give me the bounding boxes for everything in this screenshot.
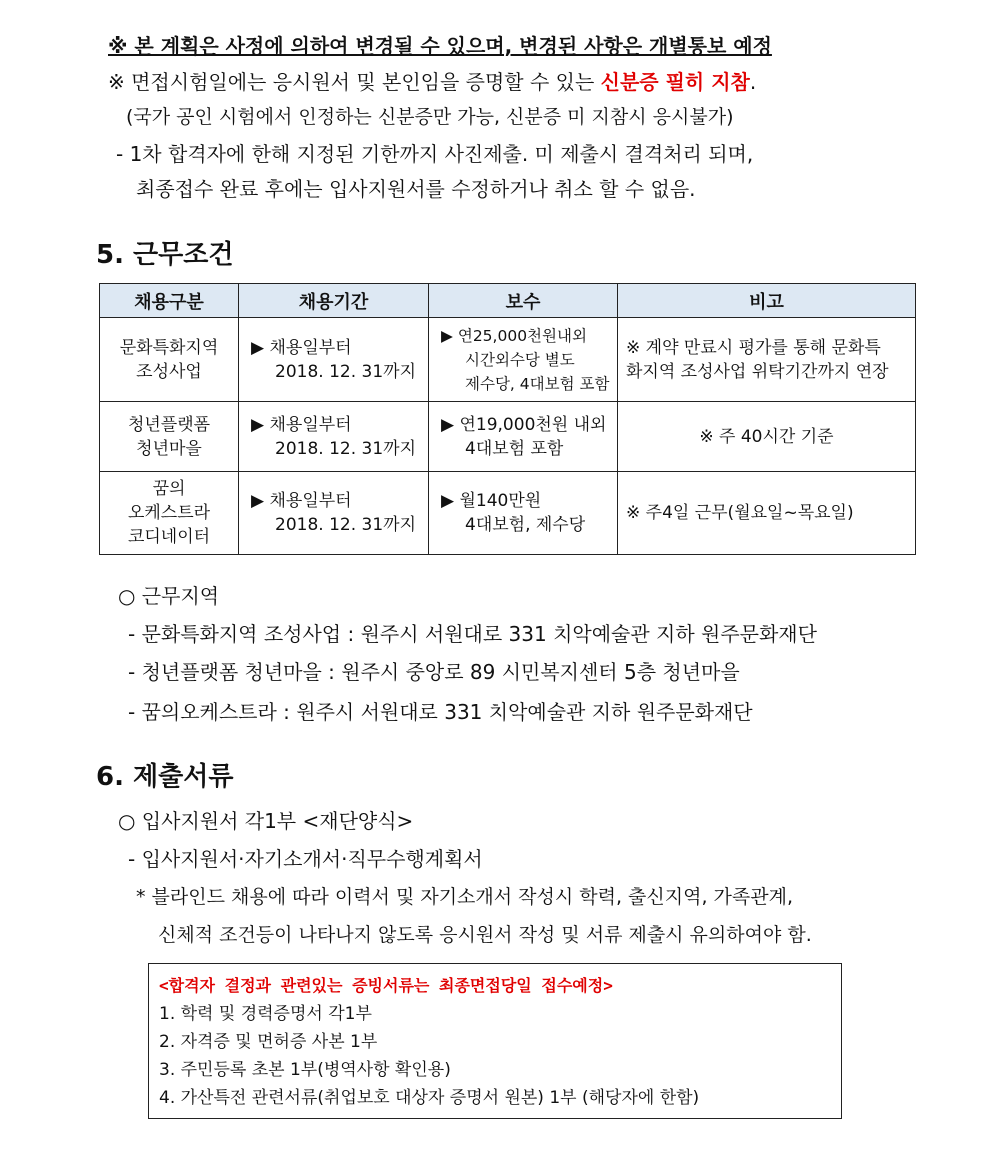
cell-line: ▶ 채용일부터 [251, 491, 352, 511]
evidence-documents-box [148, 963, 842, 1119]
cell-line: 화지역 조성사업 위탁기간까지 연장 [626, 361, 889, 382]
cell-line: ▶ 연25,000천원내외 [441, 326, 587, 345]
cell-line: ▶ 연19,000천원 내외 [441, 414, 607, 435]
cell-line: 2018. 12. 31까지 [275, 438, 416, 459]
cell-line: 청년플랫폼 [127, 414, 211, 435]
blind-hiring-caution-cont: 신체적 조건등이 나타나지 않도록 응시원서 작성 및 서류 제출시 유의하여야 함. [158, 924, 812, 946]
cell-note [618, 318, 916, 402]
cell-type [100, 318, 239, 402]
notice-change: ※ 본 계획은 사정에 의하여 변경될 수 있으며, 변경된 사항은 개별통보 예정 [108, 34, 772, 58]
notice-id-card [108, 66, 756, 95]
work-location-item: - 문화특화지역 조성사업 : 원주시 서원대로 331 치악예술관 지하 원주문화재단 [128, 622, 817, 646]
cell-line: 4대보험 포함 [465, 438, 564, 459]
list-item: 1. 학력 및 경력증명서 각1부 [159, 1004, 372, 1024]
cell-type [100, 472, 239, 555]
cell-line: ※ 계약 만료시 평가를 통해 문화특 [626, 337, 881, 358]
cell-line: 2018. 12. 31까지 [275, 515, 416, 535]
notice-id-card-emphasis: 신분증 필히 지참 [600, 70, 750, 94]
work-location-item: - 꿈의오케스트라 : 원주시 서원대로 331 치악예술관 지하 원주문화재단 [128, 700, 753, 724]
cell-line: 2018. 12. 31까지 [275, 361, 416, 382]
header-pay: 보수 [429, 284, 618, 318]
header-note: 비고 [618, 284, 916, 318]
cell-line: ※ 주 40시간 기준 [699, 426, 834, 447]
cell-line: 제수당, 4대보험 포함 [465, 374, 610, 393]
cell-line: ▶ 월140만원 [441, 491, 542, 511]
cell-line: 문화특화지역 [119, 337, 219, 358]
cell-line: 오케스트라 [127, 503, 211, 523]
cell-line: ※ 주4일 근무(월요일~목요일) [626, 503, 854, 523]
cell-line: 조성사업 [136, 361, 202, 382]
notice-id-card-prefix: ※ 면접시험일에는 응시원서 및 본인임을 증명할 수 있는 [108, 70, 601, 94]
cell-period [239, 402, 429, 472]
cell-note [618, 402, 916, 472]
table-header-row [100, 284, 916, 318]
section-6-title: 6. 제출서류 [96, 762, 234, 792]
cell-line: 청년마을 [136, 438, 202, 459]
cell-line: 시간외수당 별도 [465, 350, 575, 369]
cell-type [100, 402, 239, 472]
notice-photo: - 1차 합격자에 한해 지정된 기한까지 사진제출. 미 제출시 결격처리 되며, [116, 142, 754, 166]
work-location-title: ○ 근무지역 [118, 584, 220, 608]
notice-id-card-suffix: . [749, 70, 757, 94]
work-location-item: - 청년플랫폼 청년마을 : 원주시 중앙로 89 시민복지센터 5층 청년마을 [128, 660, 740, 684]
notice-final: 최종접수 완료 후에는 입사지원서를 수정하거나 취소 할 수 없음. [136, 177, 696, 201]
cell-period [239, 318, 429, 402]
cell-pay [429, 318, 618, 402]
documents-sub: - 입사지원서·자기소개서·직무수행계획서 [128, 847, 483, 871]
cell-pay [429, 402, 618, 472]
table-row [100, 318, 916, 402]
evidence-box-heading: <합격자 결정과 관련있는 증빙서류는 최종면접당일 접수예정> [159, 976, 613, 995]
header-type: 채용구분 [100, 284, 239, 318]
list-item: 2. 자격증 및 면허증 사본 1부 [159, 1032, 378, 1052]
section-5-title: 5. 근무조건 [96, 240, 234, 270]
work-conditions-table [99, 283, 916, 555]
list-item: 3. 주민등록 초본 1부(병역사항 확인용) [159, 1060, 451, 1080]
table-row [100, 402, 916, 472]
cell-line: ▶ 채용일부터 [251, 414, 352, 435]
notice-id-card-detail: (국가 공인 시험에서 인정하는 신분증만 가능, 신분증 미 지참시 응시불가) [126, 106, 734, 128]
blind-hiring-caution: * 블라인드 채용에 따라 이력서 및 자기소개서 작성시 학력, 출신지역, 가족관계, [136, 886, 793, 908]
documents-item: ○ 입사지원서 각1부 <재단양식> [118, 809, 414, 833]
cell-period [239, 472, 429, 555]
cell-line: 꿈의 [152, 479, 186, 499]
header-period: 채용기간 [239, 284, 429, 318]
table-row [100, 472, 916, 555]
cell-line: 코디네이터 [127, 527, 211, 547]
list-item: 4. 가산특전 관련서류(취업보호 대상자 증명서 원본) 1부 (해당자에 한함) [159, 1088, 700, 1108]
cell-pay [429, 472, 618, 555]
cell-line: 4대보험, 제수당 [465, 515, 586, 535]
cell-line: ▶ 채용일부터 [251, 337, 352, 358]
cell-note [618, 472, 916, 555]
